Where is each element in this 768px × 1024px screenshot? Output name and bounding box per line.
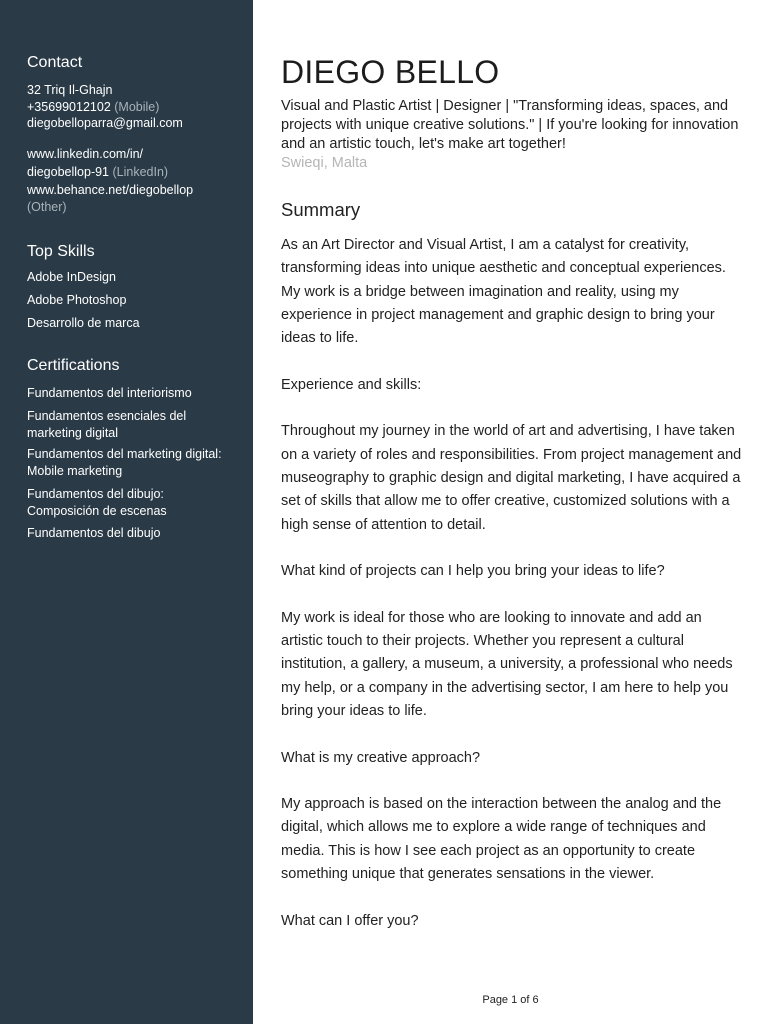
contact-behance[interactable]: www.behance.net/diegobellop xyxy=(27,183,194,197)
contact-linkedin-line1[interactable]: www.linkedin.com/in/ xyxy=(27,147,144,161)
skill-item: Adobe InDesign xyxy=(27,270,116,284)
certification-item: Fundamentos del dibujo: Composición de escenas xyxy=(27,487,167,518)
certification-item: Fundamentos del marketing digital: Mobile marketing xyxy=(27,447,222,478)
summary-heading: Summary xyxy=(281,199,361,220)
certification-item: Fundamentos del interiorismo xyxy=(27,386,192,400)
summary-paragraph: What kind of projects can I help you bring your ideas to life? xyxy=(281,563,665,580)
contact-phone[interactable]: +35699012102 xyxy=(27,99,111,114)
contact-phone-row xyxy=(27,99,247,116)
certification-item: Fundamentos del dibujo xyxy=(27,526,161,540)
certification-item: Fundamentos esenciales del marketing digital xyxy=(27,409,187,440)
summary-paragraph: My work is ideal for those who are looking to innovate and add an artistic touch to their projects. Whether you represent a cultural institution, a gallery, a museum, a university, a professional who needs my help, or a company in the advertising sector, I am here to help you bring your ideas to life. xyxy=(281,609,733,719)
page-number: Page 1 of 6 xyxy=(482,994,539,1006)
contact-linkedin-row xyxy=(27,164,247,181)
summary-paragraph: As an Art Director and Visual Artist, I am a catalyst for creativity, transforming ideas into unique aesthetic and conceptual experiences. My work is a bridge between imagination and reality, using my experience in project management and graphic design to bring your ideas to life. xyxy=(281,237,726,347)
contact-heading: Contact xyxy=(27,54,83,71)
summary-body xyxy=(281,234,743,956)
summary-paragraph: Experience and skills: xyxy=(281,376,422,393)
contact-behance-note: (Other) xyxy=(27,200,67,214)
sidebar xyxy=(0,0,253,1024)
contact-email[interactable]: diegobelloparra@gmail.com xyxy=(27,116,183,130)
profile-headline: Visual and Plastic Artist | Designer | "Transforming ideas, spaces, and projects with unique creative solutions." | If you're looking for innovation and an artistic touch, let's make art together! xyxy=(281,98,739,152)
profile-name: DIEGO BELLO xyxy=(281,54,500,90)
summary-paragraph: What can I offer you? xyxy=(281,912,419,929)
page-footer xyxy=(0,994,768,1006)
summary-paragraph: My approach is based on the interaction between the analog and the digital, which allows me to explore a wide range of techniques and media. This is how I see each project as an opportunity to create something unique that generates sensations in the viewer. xyxy=(281,796,722,883)
summary-paragraph: Throughout my journey in the world of art and advertising, I have taken on a variety of roles and responsibilities. From project management and museography to graphic design and digital marketing, I have acquired a set of skills that allow me to offer creative, customized solutions with a high sense of attention to detail. xyxy=(281,423,742,533)
summary-paragraph: What is my creative approach? xyxy=(281,749,481,766)
certifications-heading: Certifications xyxy=(27,357,120,374)
skill-item: Adobe Photoshop xyxy=(27,293,127,307)
contact-phone-note: (Mobile) xyxy=(114,99,160,114)
skill-item: Desarrollo de marca xyxy=(27,316,140,330)
contact-linkedin-line2[interactable]: diegobellop-91 xyxy=(27,165,110,179)
profile-location: Swieqi, Malta xyxy=(281,155,368,171)
contact-address: 32 Triq Il-Ghajn xyxy=(27,83,113,97)
skills-heading: Top Skills xyxy=(27,243,95,260)
contact-linkedin-note: (LinkedIn) xyxy=(112,165,169,179)
